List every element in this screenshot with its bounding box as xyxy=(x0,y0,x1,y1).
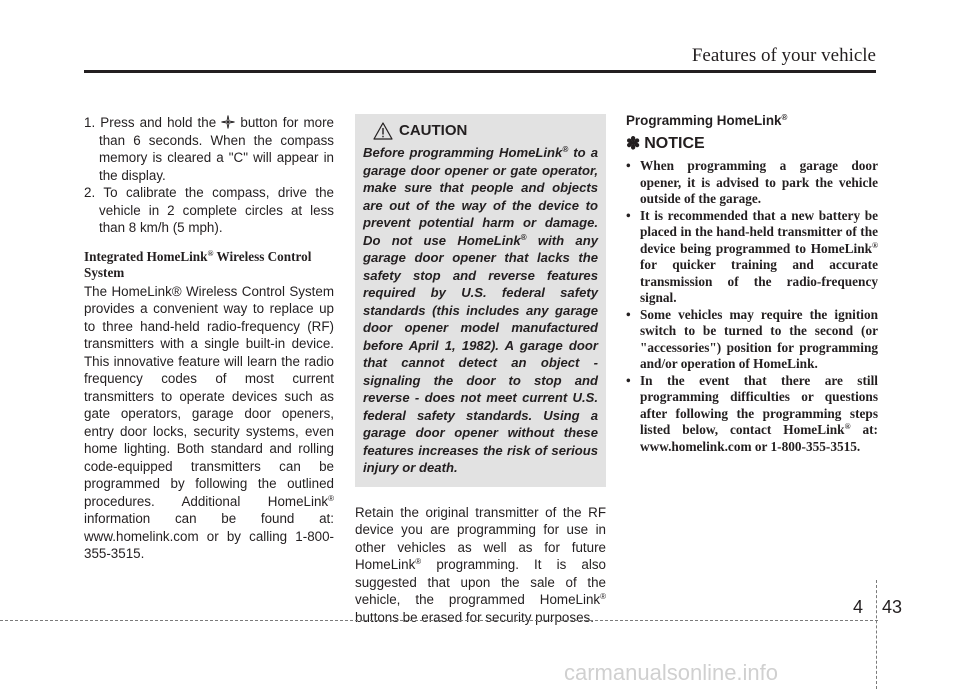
registered-mark: ® xyxy=(328,493,334,503)
step-1-number: 1. xyxy=(84,115,96,130)
registered-mark: ® xyxy=(207,248,214,258)
notice-star-icon: ✽ xyxy=(626,133,641,153)
homelink-description xyxy=(84,283,334,563)
bullet: • xyxy=(626,158,631,173)
bullet-text-start: In the event that there are still programming difficulties or questions after following the programming steps listed below, contact HomeLink xyxy=(640,372,878,437)
section-heading-end: Wireless Control System xyxy=(84,248,312,280)
bullet-text: Some vehicles may require the ignition switch to be turned to the second (or "accessories") position for programming and/or operation of HomeLink. xyxy=(640,306,878,371)
caution-header xyxy=(373,122,598,140)
retain-transmitter-paragraph xyxy=(355,504,606,627)
retain-text-2: programming. It is also suggested that upon the sale of the vehicle, the programmed HomeLink xyxy=(355,557,606,607)
list-item xyxy=(626,208,878,307)
step-1-text-end: button for more than 6 seconds. When the compass memory is cleared a "C" will appear in the display. xyxy=(99,115,334,183)
caution-box xyxy=(355,114,606,487)
programming-heading xyxy=(626,112,878,130)
step-2-text: To calibrate the compass, drive the vehicle in 2 complete circles at less than 8 km/h (5 mph). xyxy=(99,185,334,235)
warning-triangle-icon xyxy=(373,122,393,140)
registered-mark: ® xyxy=(520,232,527,242)
registered-mark: ® xyxy=(415,557,422,566)
step-2-number: 2. xyxy=(84,185,96,200)
chapter-number: 4 xyxy=(853,597,864,617)
homelink-description-start: The HomeLink® Wireless Control System provides a convenient way to replace up to three hand-held radio-frequency (RF) transmitters with a single built-in device. This innovative feature will learn the radio frequency codes of most current transmitters to operate devices such as gate operators, garage door openers, entry door locks, security systems, even home lighting. Both standard and rolling code-equipped transmitters can be programmed by following the outlined procedures. Additional HomeLink xyxy=(84,283,334,509)
column-2 xyxy=(355,114,606,626)
programming-heading-text: Programming HomeLink xyxy=(626,113,782,128)
header-title: Features of your vehicle xyxy=(691,45,876,66)
step-1 xyxy=(84,114,334,184)
caution-text-1: Before programming HomeLink xyxy=(363,145,563,160)
step-1-text-start: Press and hold the xyxy=(100,115,217,130)
footer-divider xyxy=(876,580,877,689)
footer-rule xyxy=(0,620,878,621)
retain-text-1: Retain the original transmitter of the RF device you are programming for use in other vehicles as well as for future HomeLink xyxy=(355,504,606,572)
bullet-text-start: It is recommended that a new battery be placed in the hand-held transmitter of the device being programmed to HomeLink xyxy=(640,207,878,256)
list-item xyxy=(626,158,878,208)
registered-mark: ® xyxy=(844,422,851,431)
page-number: 43 xyxy=(882,597,903,617)
notice-heading xyxy=(626,135,878,153)
bullet: • xyxy=(626,372,631,388)
section-heading-start: Integrated HomeLink xyxy=(84,248,208,264)
homelink-description-end: information can be found at: www.homelink.com or by calling 1-800-355-3515. xyxy=(84,511,334,561)
list-item xyxy=(626,373,878,456)
bullet-text-end: at: www.homelink.com or 1-800-355-3515. xyxy=(640,422,878,454)
section-heading xyxy=(84,249,329,281)
caution-text xyxy=(363,144,598,477)
registered-mark: ® xyxy=(562,145,569,154)
caution-title: CAUTION xyxy=(399,122,468,140)
registered-mark: ® xyxy=(600,592,606,601)
notice-title: NOTICE xyxy=(644,134,705,152)
bullet: • xyxy=(626,207,631,223)
retain-text-3: buttons be erased for security purposes. xyxy=(355,609,594,625)
bullet-text: When programming a garage door opener, it is advised to park the vehicle outside of the garage. xyxy=(640,158,878,206)
watermark: carmanualsonline.info xyxy=(564,660,779,685)
header-rule xyxy=(84,70,876,73)
bullet-text-end: for quicker training and accurate transmission of the radio-frequency signal. xyxy=(640,257,878,305)
column-3 xyxy=(626,108,878,455)
bullet: • xyxy=(626,306,631,322)
column-1 xyxy=(84,114,334,563)
registered-mark: ® xyxy=(872,240,878,250)
list-item xyxy=(626,307,878,373)
compass-button-icon xyxy=(221,115,235,129)
registered-mark: ® xyxy=(781,113,788,122)
caution-text-2: to a garage door opener or gate operator, make sure that people and objects are out of the way of the device to prevent potential harm or damage. Do not use HomeLink xyxy=(363,145,599,248)
caution-text-3: with any garage door opener that lacks the safety stop and reverse features required by U.S. federal safety standards (this includes any garage door opener model manufactured before April 1, 1982). A garage door that cannot detect an object - signaling the door to stop and reverse - does not meet current U.S. federal safety standards. Using a garage door opener without these features increases the risk of serious injury or death. xyxy=(363,232,598,475)
notice-list xyxy=(626,158,878,455)
step-2 xyxy=(84,184,334,237)
